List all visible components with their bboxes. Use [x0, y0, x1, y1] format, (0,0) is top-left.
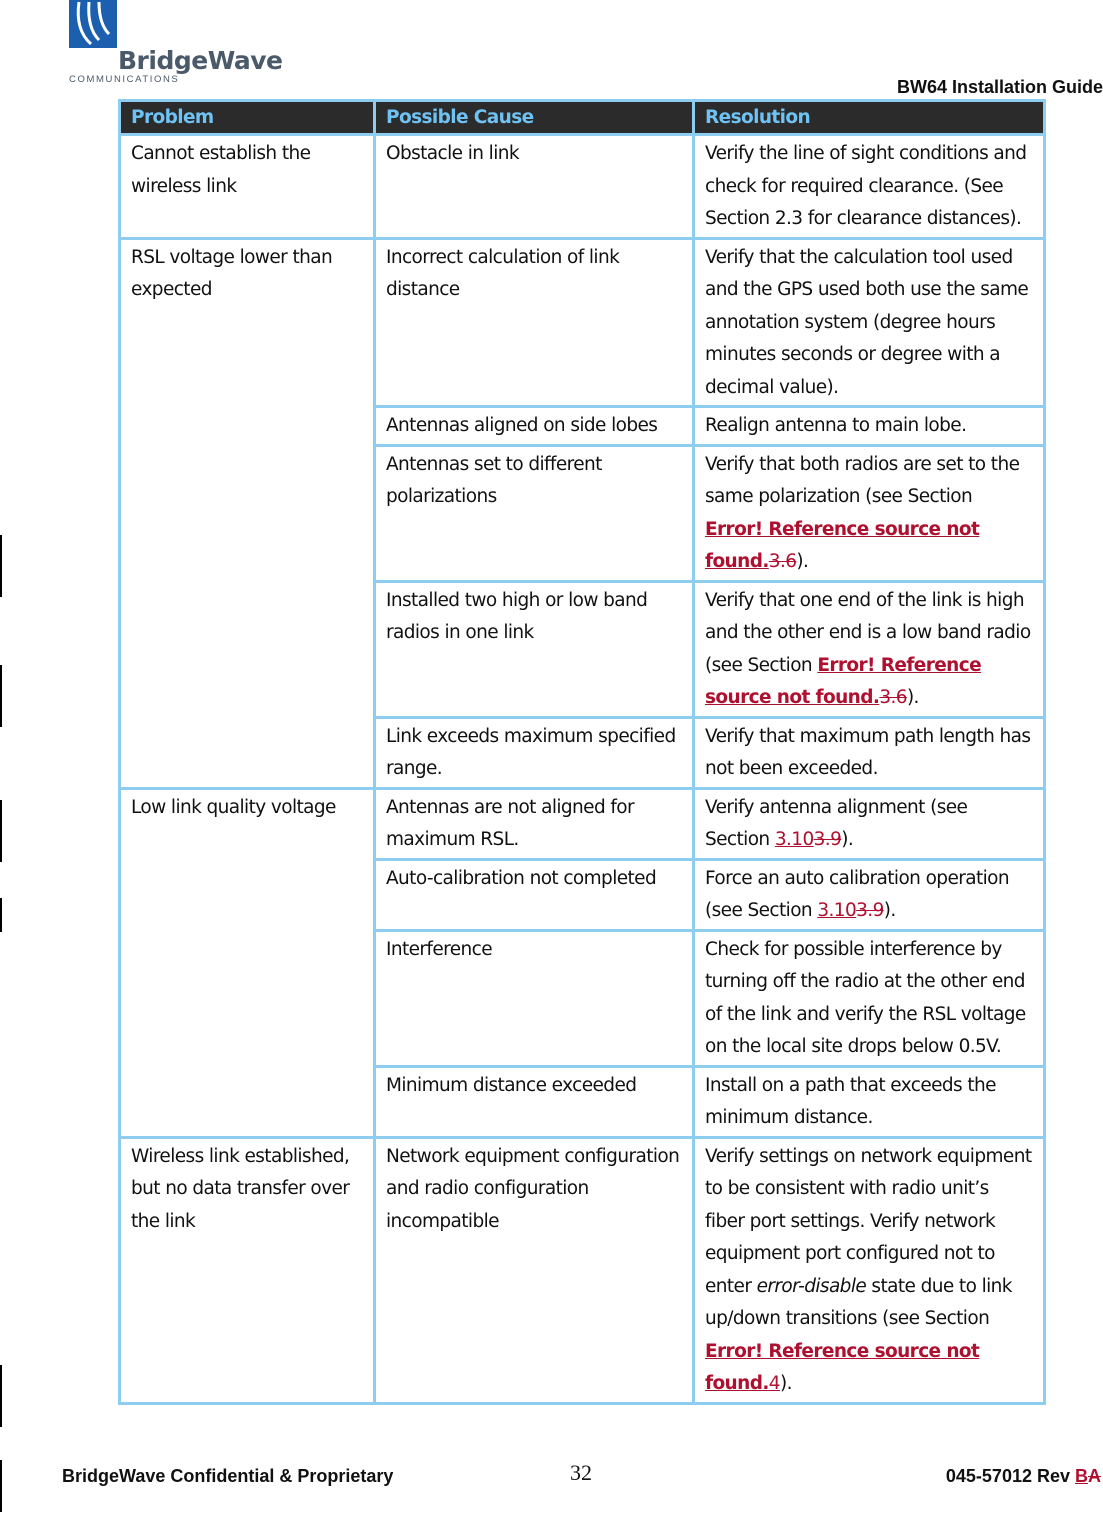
resolution-cell [694, 445, 1045, 581]
table-row [120, 238, 1045, 407]
resolution-text: Verify antenna alignment (see Section [705, 796, 968, 850]
cross-reference-link[interactable]: Error! Reference source not found. [705, 518, 980, 572]
table-row [120, 788, 1045, 859]
page-number: 32 [570, 1460, 592, 1485]
bridgewave-logo [66, 0, 283, 90]
column-header-cause: Possible Cause [375, 101, 694, 135]
inserted-text: 4 [768, 1373, 780, 1394]
document-title: BW64 Installation Guide [896, 77, 1103, 97]
table-header-row [120, 101, 1045, 135]
resolution-text: ). [779, 1373, 792, 1394]
cause-cell: Minimum distance exceeded [375, 1066, 694, 1137]
change-bar [0, 1365, 2, 1427]
resolution-cell: Verify that maximum path length has not been exceeded. [694, 717, 1045, 788]
cause-cell: Network equipment configuration and radio configuration incompatible [375, 1137, 694, 1403]
change-bar [0, 800, 2, 862]
resolution-text: Force an auto calibration operation (see Section [705, 867, 1010, 921]
resolution-cell [694, 1137, 1045, 1403]
table-row [120, 135, 1045, 239]
inserted-section-link[interactable]: 3.10 [774, 829, 814, 850]
change-bar [0, 1460, 2, 1512]
change-bar [0, 665, 2, 727]
resolution-cell: Verify the line of sight conditions and check for required clearance. (See Section 2.3 for clearance distances). [694, 135, 1045, 239]
resolution-text: state due to link up/down transitions (see Section [705, 1275, 1012, 1329]
resolution-text: ). [883, 900, 896, 921]
footer-doc-number [946, 1466, 1101, 1487]
footer-confidential: BridgeWave Confidential & Proprietary [62, 1466, 394, 1486]
resolution-cell [694, 581, 1045, 717]
resolution-text: Verify settings on network equipment to be consistent with radio unit’s fiber port settings. Verify network equipment port configured not to enter [705, 1145, 1032, 1297]
cross-reference-link[interactable]: Error! Reference source not found. [705, 1340, 980, 1394]
troubleshooting-table [118, 99, 1046, 1405]
problem-cell: Low link quality voltage [120, 788, 375, 1137]
cause-cell: Installed two high or low band radios in one link [375, 581, 694, 717]
resolution-cell [694, 788, 1045, 859]
cause-cell: Auto-calibration not completed [375, 859, 694, 930]
deleted-text: 3.6 [768, 551, 797, 572]
logo-wordmark: BridgeWave [118, 46, 283, 75]
emphasized-text: error-disable [756, 1275, 867, 1297]
deleted-text: 3.9 [856, 900, 884, 921]
cause-cell: Antennas set to different polarizations [375, 445, 694, 581]
resolution-cell: Install on a path that exceeds the minimum distance. [694, 1066, 1045, 1137]
revision-inserted: B [1075, 1466, 1088, 1486]
change-bar [0, 535, 2, 597]
deleted-text: 3.9 [813, 829, 842, 850]
resolution-cell: Realign antenna to main lobe. [694, 407, 1045, 446]
problem-cell: RSL voltage lower than expected [120, 238, 375, 788]
resolution-text: ). [796, 551, 809, 572]
resolution-text: Verify that both radios are set to the same polarization (see Section [705, 453, 1020, 507]
resolution-text: ). [841, 829, 854, 850]
revision-deleted: A [1088, 1466, 1101, 1486]
resolution-cell: Verify that the calculation tool used and the GPS used both use the same annotation system (degree hours minutes seconds or degree with a decimal value). [694, 238, 1045, 407]
cause-cell: Interference [375, 930, 694, 1066]
resolution-cell: Check for possible interference by turning off the radio at the other end of the link and verify the RSL voltage on the local site drops below 0.5V. [694, 930, 1045, 1066]
inserted-section-link[interactable]: 3.10 [817, 900, 857, 921]
deleted-text: 3.6 [879, 687, 907, 708]
problem-cell: Cannot establish the wireless link [120, 135, 375, 239]
change-bar [0, 898, 2, 932]
cause-cell: Antennas are not aligned for maximum RSL. [375, 788, 694, 859]
doc-number-text: 045-57012 Rev [945, 1466, 1075, 1486]
table-row [120, 1137, 1045, 1403]
logo-mark-icon [69, 0, 117, 48]
cross-reference-link[interactable]: Error! Reference source not found. [705, 654, 982, 708]
cause-cell: Incorrect calculation of link distance [375, 238, 694, 407]
logo-swoosh-icon [69, 0, 117, 48]
cause-cell: Link exceeds maximum specified range. [375, 717, 694, 788]
problem-cell: Wireless link established, but no data transfer over the link [120, 1137, 375, 1403]
cause-cell: Obstacle in link [375, 135, 694, 239]
column-header-resolution: Resolution [694, 101, 1045, 135]
resolution-text: ). [906, 687, 919, 708]
cause-cell: Antennas aligned on side lobes [375, 407, 694, 446]
logo-subtitle: COMMUNICATIONS [69, 74, 180, 85]
column-header-problem: Problem [120, 101, 375, 135]
resolution-cell [694, 859, 1045, 930]
resolution-text: Verify that one end of the link is high and the other end is a low band radio (see Section [705, 589, 1031, 676]
